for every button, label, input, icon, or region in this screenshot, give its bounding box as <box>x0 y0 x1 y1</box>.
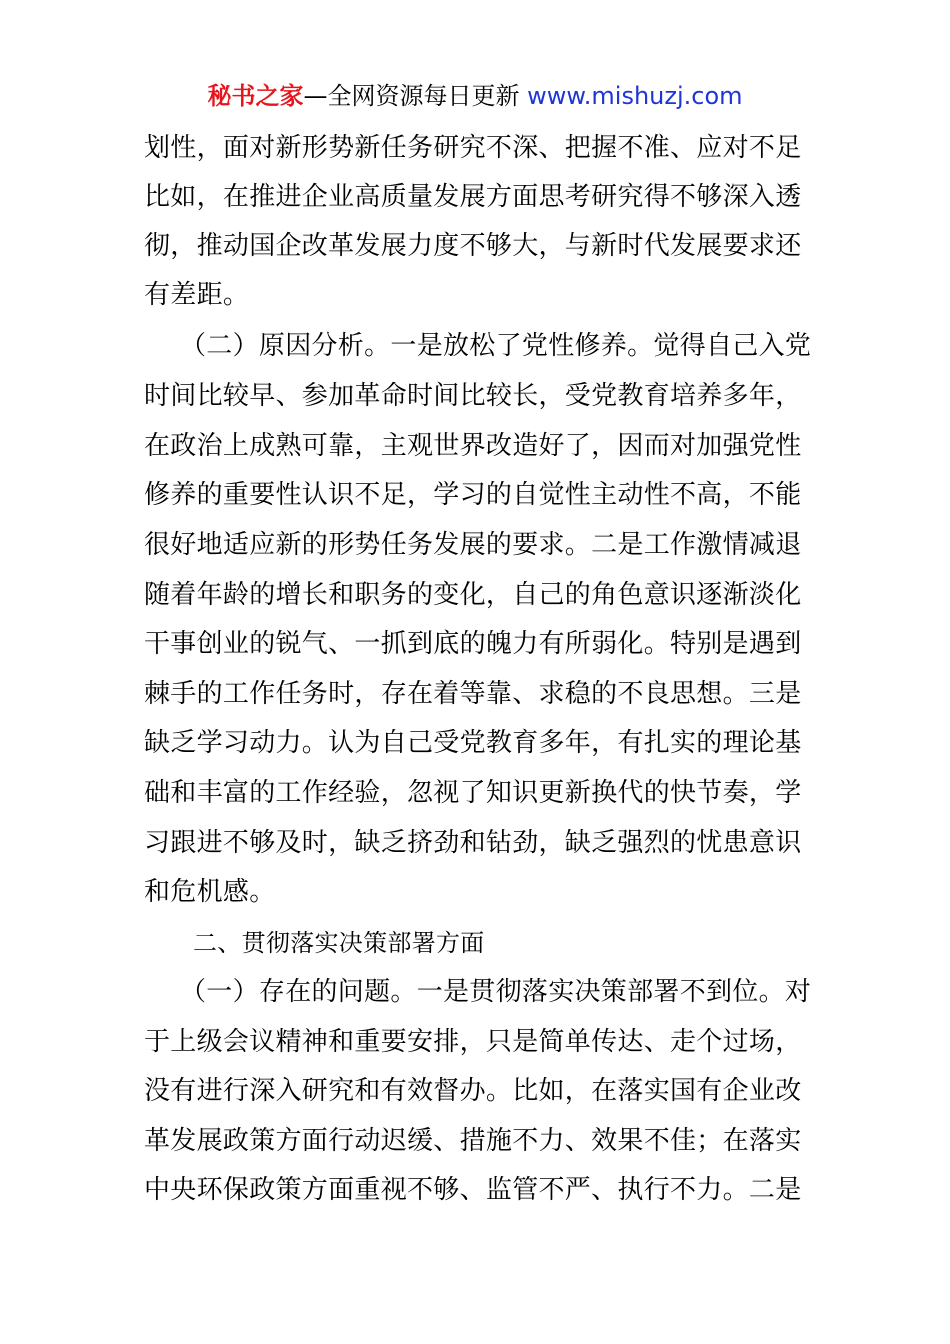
body-line: 习跟进不够及时，缺乏挤劲和钻劲，缺乏强烈的忧患意识 <box>144 828 802 858</box>
body-line: 棘手的工作任务时，存在着等靠、求稳的不良思想。三是 <box>144 679 802 709</box>
body-line: 在政治上成熟可靠，主观世界改造好了，因而对加强党性 <box>144 431 802 461</box>
site-brand: 秘书之家 <box>207 82 304 110</box>
body-line: 中央环保政策方面重视不够、监管不严、执行不力。二是 <box>144 1175 802 1205</box>
site-url[interactable]: www.mishuzj.com <box>527 82 743 110</box>
body-line: 没有进行深入研究和有效督办。比如，在落实国有企业改 <box>144 1076 802 1106</box>
site-tagline: —全网资源每日更新 <box>303 82 528 110</box>
body-line: 很好地适应新的形势任务发展的要求。二是工作激情减退 <box>144 530 802 560</box>
body-line: 础和丰富的工作经验，忽视了知识更新换代的快节奏，学 <box>144 778 802 808</box>
section-heading: 二、贯彻落实决策部署方面 <box>193 929 485 957</box>
body-line: 有差距。 <box>144 280 250 310</box>
body-line: 随着年龄的增长和职务的变化，自己的角色意识逐渐淡化 <box>144 580 802 610</box>
body-line: 修养的重要性认识不足，学习的自觉性主动性不高，不能 <box>144 480 802 510</box>
body-line: 时间比较早、参加革命时间比较长，受党教育培养多年， <box>144 381 802 411</box>
body-line: 和危机感。 <box>144 877 276 907</box>
paragraph-start-line: （二）原因分析。一是放松了党性修养。觉得自己入党 <box>180 331 812 361</box>
body-line: 于上级会议精神和重要安排，只是简单传达、走个过场， <box>144 1027 802 1057</box>
body-line: 比如，在推进企业高质量发展方面思考研究得不够深入透 <box>144 182 802 212</box>
body-line: 干事创业的锐气、一抓到底的魄力有所弱化。特别是遇到 <box>144 629 802 659</box>
body-line: 革发展政策方面行动迟缓、措施不力、效果不佳；在落实 <box>144 1126 802 1156</box>
body-line: 彻，推动国企改革发展力度不够大，与新时代发展要求还 <box>144 231 802 261</box>
body-line: 缺乏学习动力。认为自己受党教育多年，有扎实的理论基 <box>144 728 802 758</box>
body-line: 划性，面对新形势新任务研究不深、把握不准、应对不足 <box>144 133 802 163</box>
paragraph-start-line: （一）存在的问题。一是贯彻落实决策部署不到位。对 <box>180 977 812 1007</box>
site-header <box>0 79 950 113</box>
